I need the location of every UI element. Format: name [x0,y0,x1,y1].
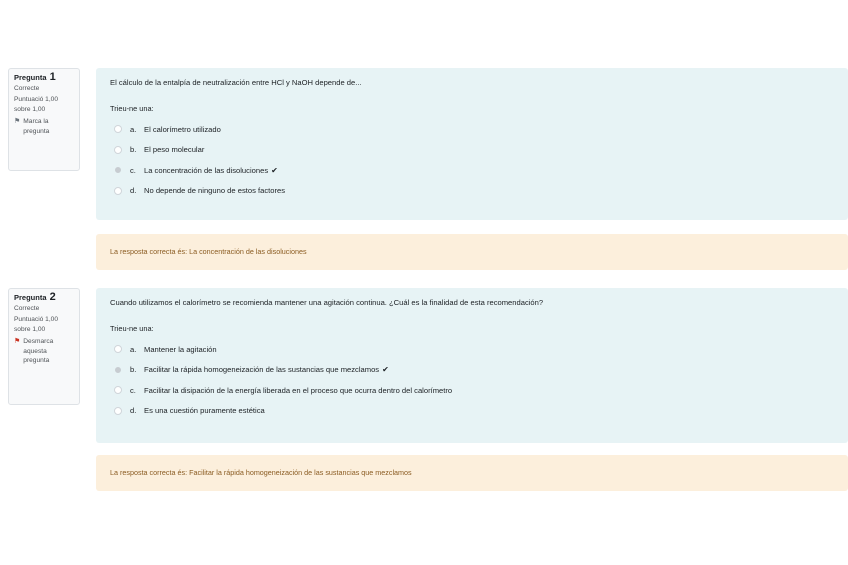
option-text: Facilitar la rápida homogeneización de las sustancias que mezclamos [144,365,380,375]
unflag-question-toggle[interactable] [14,337,74,366]
answer-prompt: Trieu-ne una: [110,104,154,113]
radio-button[interactable] [114,187,122,195]
answer-options [110,119,834,201]
answer-option-a[interactable] [110,339,834,360]
answer-option-c[interactable] [110,160,834,181]
question-number-value: 2 [49,291,56,303]
question-label: Pregunta [14,293,47,302]
question-number [14,73,74,83]
correct-answer-feedback: La resposta correcta és: Facilitar la rápida homogeneización de las sustancias que mezclamos [96,455,848,491]
check-icon: ✔ [271,165,278,175]
option-letter: a. [130,344,137,354]
question-number [14,293,74,303]
option-letter: d. [130,186,137,196]
radio-button[interactable] [114,345,122,353]
answer-prompt: Trieu-ne una: [110,324,154,333]
option-text: El peso molecular [144,145,205,155]
question-formulation [96,288,848,443]
question-formulation [96,68,848,220]
option-text: No depende de ninguno de estos factores [144,186,286,196]
answer-option-b[interactable] [110,140,834,161]
option-letter: d. [130,406,137,416]
option-letter: b. [130,145,137,155]
answer-option-c[interactable] [110,380,834,401]
question-label: Pregunta [14,73,47,82]
question-state: Correcte [14,304,40,312]
question-info [8,68,80,171]
radio-button[interactable] [114,125,122,133]
answer-option-b[interactable] [110,360,834,381]
flag-icon: ⚑ [14,118,21,125]
flag-label: Desmarca aquesta pregunta [23,338,54,364]
question-text: Cuando utilizamos el calorímetro se recomienda mantener una agitación continua. ¿Cuál es la finalidad de esta recomendación? [110,298,544,307]
question-state: Correcte [14,84,40,92]
question-text: El cálculo de la entalpía de neutralización entre HCl y NaOH depende de... [110,78,362,87]
question-number-value: 1 [49,71,56,83]
option-text: Facilitar la disipación de la energía liberada en el proceso que ocurra dentro del calorímetro [144,385,453,395]
flag-question-toggle[interactable] [14,117,74,136]
option-letter: a. [130,124,137,134]
option-text: Es una cuestión puramente estética [144,406,265,416]
radio-button[interactable] [114,146,122,154]
question-grade: Puntuació 1,00 sobre 1,00 [14,316,58,333]
answer-option-d[interactable] [110,181,834,202]
flag-label: Marca la pregunta [23,118,50,135]
answer-options [110,339,834,421]
flag-icon: ⚑ [14,338,21,345]
correct-answer-feedback: La resposta correcta és: La concentración de las disoluciones [96,234,848,270]
option-letter: c. [130,385,136,395]
answer-option-d[interactable] [110,401,834,422]
question-info [8,288,80,405]
option-letter: b. [130,365,137,375]
option-text: La concentración de las disoluciones [144,165,269,175]
radio-button[interactable] [114,386,122,394]
question-grade: Puntuació 1,00 sobre 1,00 [14,96,58,113]
check-icon: ✔ [382,365,389,375]
option-text: El calorímetro utilizado [144,124,221,134]
radio-button[interactable] [114,407,122,415]
option-text: Mantener la agitación [144,344,217,354]
answer-option-a[interactable] [110,119,834,140]
option-letter: c. [130,165,136,175]
radio-button-selected[interactable] [115,167,121,173]
radio-button-selected[interactable] [115,367,121,373]
